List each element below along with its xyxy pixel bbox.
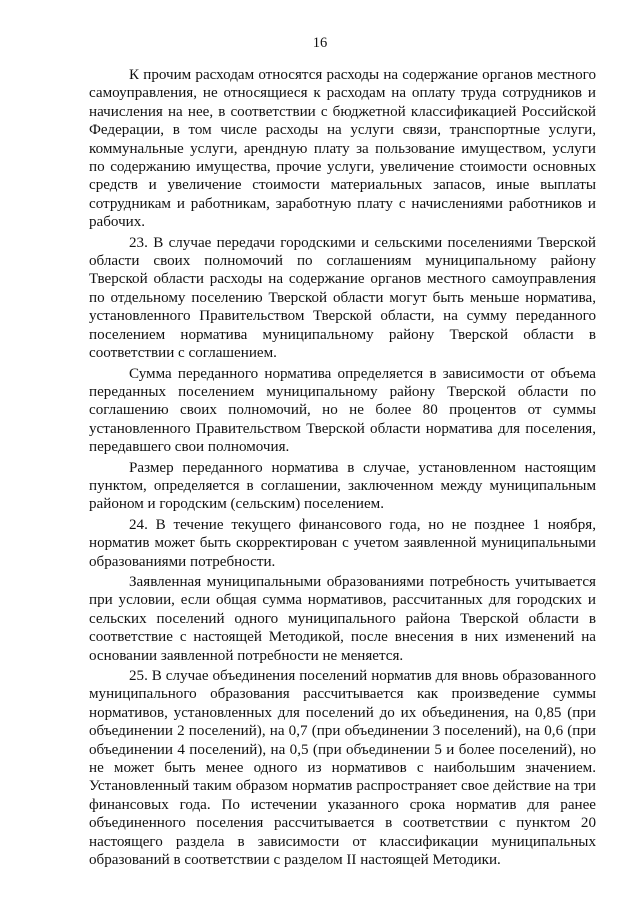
paragraph-item-25: 25. В случае объединения поселений норматив для вновь образованного муниципального образования рассчитывается как произведение суммы нормативов, установленных для поселений до их объединения, на 0,85 (при объединении 2 поселений), на 0,7 (при объединении 3 поселений), на 0,6 (при объединении 4 поселений), на 0,5 (при объединении 5 и более поселений), но не может быть менее одного из нормативов с наибольшим значением. Установленный таким образом норматив распространяет свое действие на три финансовых года. По истечении указанного срока норматив для ранее объединенного поселения рассчитывается в соответствии с пунктом 20 настоящего раздела в зависимости от классификации муниципальных образований в соответствии с разделом II настоящей Методики.: [89, 668, 596, 869]
paragraph-transferred-norm-size: Размер переданного норматива в случае, установленном настоящим пунктом, определяется в соглашении, заключенном между муниципальным районом и городским (сельским) поселением.: [89, 459, 596, 513]
document-body: [89, 66, 596, 871]
paragraph-declared-need: Заявленная муниципальными образованиями потребность учитывается при условии, если общая сумма нормативов, рассчитанных для городских и сельских поселений одного муниципального района Тверской области в соответствие с настоящей Методикой, после внесения в них изменений на основании заявленной потребности не меняется.: [89, 573, 596, 664]
paragraph-item-23: 23. В случае передачи городскими и сельскими поселениями Тверской области своих полномочий по соглашениям муниципальному району Тверской области расходы на содержание органов местного самоуправления по отдельному поселению Тверской области могут быть меньше норматива, установленного Правительством Тверской области, на сумму переданного поселением норматива муниципальному району Тверской области в соответствии с соглашением.: [89, 234, 596, 362]
paragraph-item-24: 24. В течение текущего финансового года, но не позднее 1 ноября, норматив может быть скорректирован с учетом заявленной муниципальными образованиями потребности.: [89, 516, 596, 570]
paragraph-transferred-norm-amount: Сумма переданного норматива определяется в зависимости от объема переданных поселением муниципальному району Тверской области по соглашению своих полномочий, но не более 80 процентов от суммы установленного Правительством Тверской области норматива для поселения, передавшего свои полномочия.: [89, 365, 596, 456]
paragraph-other-expenses: К прочим расходам относятся расходы на содержание органов местного самоуправления, не относящиеся к расходам на оплату труда сотрудников и начисления на нее, в соответствии с бюджетной классификацией Российской Федерации, в том числе расходы на услуги связи, транспортные услуги, коммунальные услуги, арендную плату за пользование имуществом, услуги по содержанию имущества, прочие услуги, увеличение стоимости основных средств и увеличение стоимости материальных запасов, иные выплаты сотрудникам и работникам, заработную плату с начислениями работников и рабочих.: [89, 67, 596, 231]
page-number: 16: [312, 35, 328, 51]
